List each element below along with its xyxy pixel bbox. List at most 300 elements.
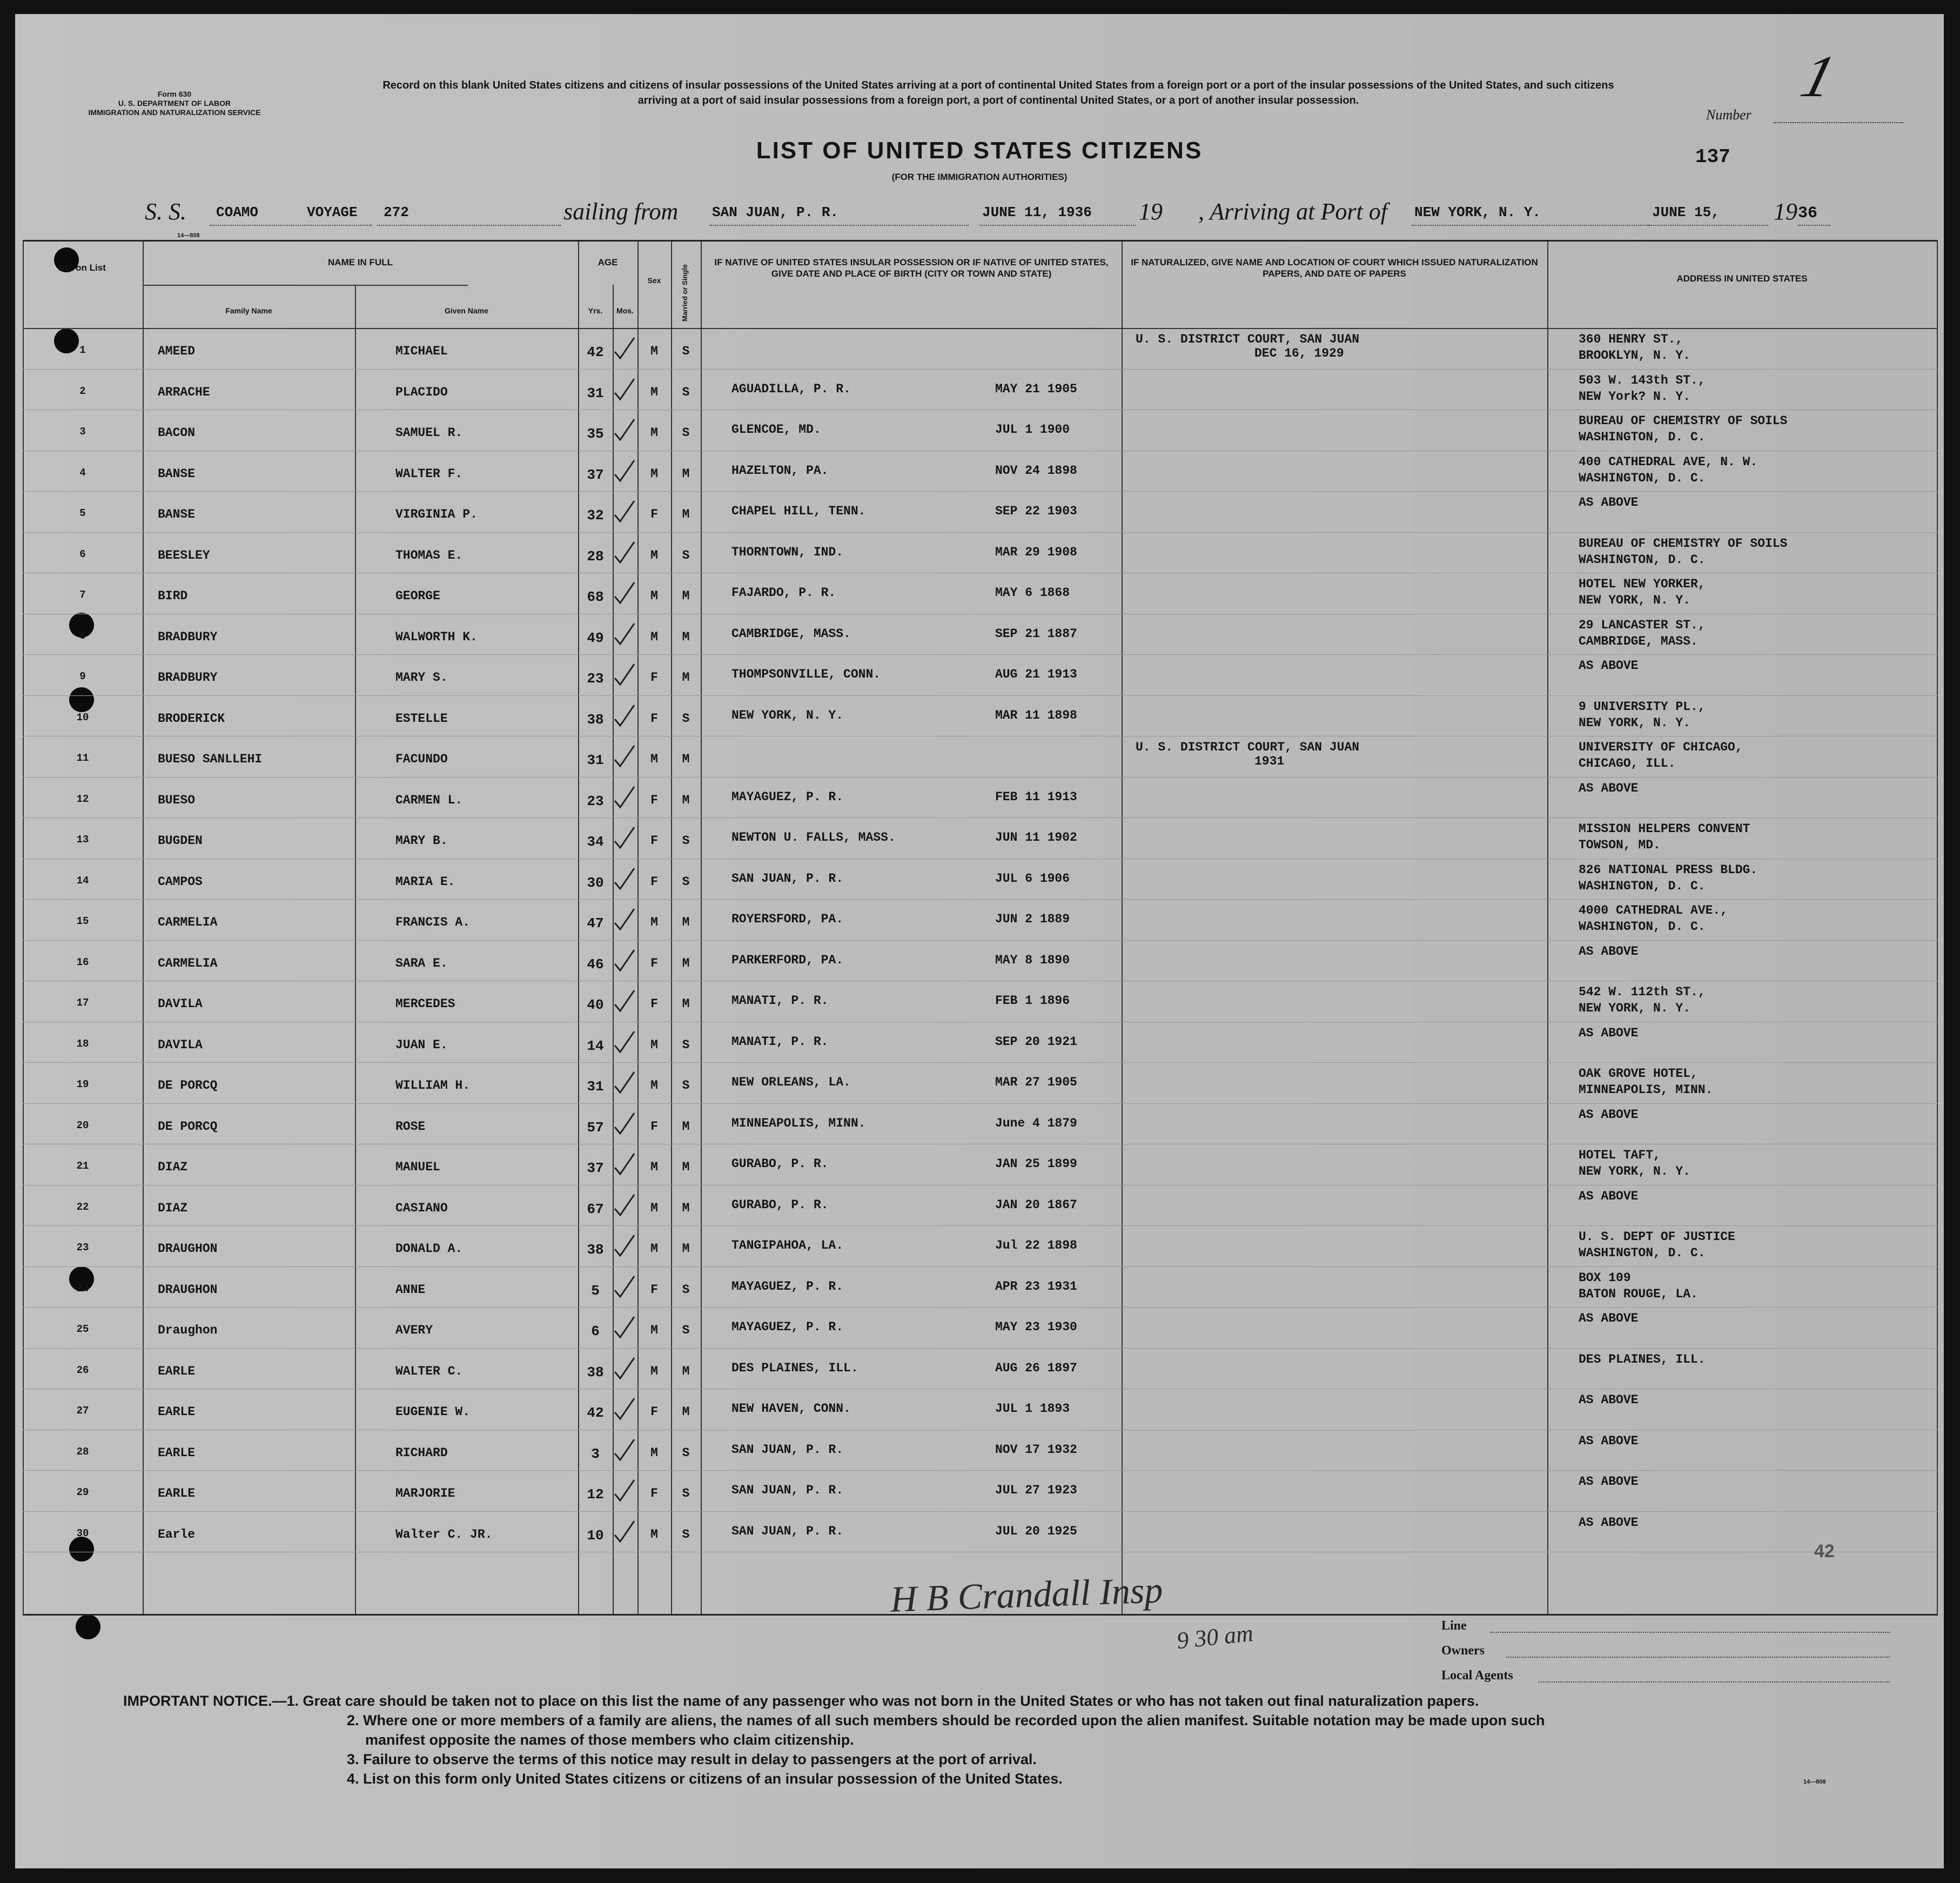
check-mark-icon [612, 948, 636, 973]
ship-name: COAMO [216, 204, 259, 220]
check-mark-icon [612, 785, 636, 809]
arriving-year-prefix: 19 [1774, 198, 1797, 225]
family-name: DIAZ [158, 1160, 188, 1174]
age-years: 38 [587, 711, 604, 728]
age-years: 12 [587, 1486, 604, 1503]
family-name: DAVILA [158, 1037, 203, 1052]
address-line-1: U. S. DEPT OF JUSTICE [1579, 1230, 1735, 1244]
form-preamble: Record on this blank United States citizens and citizens of insular possessions of the United States arriving at a port of continental United States from a foreign port or a port of the insular possessions of the United States, and such citizens arriving at a port of said insular possessions from a foreign port, a port of continental United States, or a port of another insular possession. [382, 79, 1614, 106]
family-name: BRADBURY [158, 629, 218, 644]
birth-place: THORNTOWN, IND. [731, 545, 844, 559]
sex: F [650, 671, 658, 685]
check-mark-icon [612, 1315, 636, 1339]
col-no-header: No. on List [58, 263, 106, 273]
sex: M [650, 548, 658, 562]
address-line-2: BATON ROUGE, LA. [1579, 1286, 1698, 1301]
check-mark-icon [612, 499, 636, 524]
age-years: 40 [587, 997, 604, 1013]
sex: M [650, 466, 658, 481]
address-line-1: AS ABOVE [1579, 781, 1639, 795]
address-line-2: WASHINGTON, D. C. [1579, 471, 1706, 485]
address-line-1: AS ABOVE [1579, 1311, 1639, 1325]
address-line-1: 360 HENRY ST., [1579, 332, 1683, 346]
row-divider [23, 1225, 1938, 1226]
age-years: 32 [587, 507, 604, 524]
dotted-line [377, 225, 561, 226]
given-name: ROSE [395, 1119, 426, 1134]
sex: F [650, 793, 658, 807]
sex: F [650, 1282, 658, 1297]
birth-date: SEP 21 1887 [995, 626, 1077, 641]
col-age-header: AGE [598, 257, 618, 267]
inspector-signature: H B Crandall Insp [889, 1569, 1164, 1620]
check-mark-icon [612, 1519, 636, 1544]
row-number: 8 [79, 629, 86, 642]
birth-date: MAR 11 1898 [995, 708, 1077, 722]
birth-date: MAY 6 1868 [995, 586, 1070, 600]
birth-date: AUG 21 1913 [995, 667, 1077, 681]
notice-4: 4. List on this form only United States citizens or citizens of an insular possession of the United States. [347, 1771, 1063, 1787]
age-years: 30 [587, 874, 604, 891]
arriving-port: NEW YORK, N. Y. [1414, 204, 1541, 220]
age-years: 3 [591, 1445, 600, 1462]
address-line-1: BOX 109 [1579, 1270, 1631, 1285]
given-name: WALWORTH K. [395, 629, 478, 644]
birth-place: MAYAGUEZ, P. R. [731, 789, 844, 804]
given-name: WILLIAM H. [395, 1078, 471, 1093]
marital-status: M [682, 507, 690, 521]
family-name: DE PORCQ [158, 1119, 218, 1134]
address-line-1: AS ABOVE [1579, 1433, 1639, 1448]
sex: F [650, 1119, 658, 1134]
row-divider [23, 1470, 1938, 1471]
row-number: 30 [76, 1527, 89, 1539]
row-number: 5 [79, 507, 86, 519]
notice-2: 2. Where one or more members of a family are aliens, the names of all such members should be recorded upon the alien manifest. Suitable notation may be made upon such [347, 1712, 1545, 1728]
marital-status: S [682, 344, 690, 358]
row-divider [23, 817, 1938, 818]
birth-place: GURABO, P. R. [731, 1157, 829, 1171]
row-number: 20 [76, 1119, 89, 1131]
sailing-date: JUNE 11, 1936 [982, 204, 1092, 220]
given-name: VIRGINIA P. [395, 507, 478, 521]
row-number: 16 [76, 956, 89, 968]
address-line-1: AS ABOVE [1579, 1393, 1639, 1407]
family-name: BUGDEN [158, 834, 203, 848]
family-name: BANSE [158, 507, 196, 521]
family-name: BRODERICK [158, 711, 225, 726]
line-field [1490, 1632, 1890, 1633]
sailing-from: SAN JUAN, P. R. [712, 204, 839, 220]
row-number: 22 [76, 1201, 89, 1213]
address-line-2: NEW YORK, N. Y. [1579, 593, 1691, 607]
birth-date: JUL 27 1923 [995, 1483, 1077, 1497]
row-divider [23, 532, 1938, 533]
birth-place: THOMPSONVILLE, CONN. [731, 667, 881, 681]
given-name: CASIANO [395, 1201, 448, 1215]
row-number: 11 [76, 752, 89, 764]
row-divider [23, 777, 1938, 778]
sex: M [650, 426, 658, 440]
row-number: 25 [76, 1323, 89, 1335]
form-number: Form 630 [157, 90, 192, 98]
birth-place: SAN JUAN, P. R. [731, 1524, 844, 1538]
header-print-code: 14—808 [177, 232, 200, 239]
given-name: ESTELLE [395, 711, 448, 726]
check-mark-icon [612, 1029, 636, 1054]
birth-place: GURABO, P. R. [731, 1197, 829, 1212]
check-mark-icon [612, 1192, 636, 1217]
address-line-2: MINNEAPOLIS, MINN. [1579, 1083, 1713, 1097]
row-divider [23, 654, 1938, 655]
family-name: BUESO SANLLEHI [158, 752, 263, 766]
check-mark-icon [612, 825, 636, 850]
family-name: Earle [158, 1527, 196, 1542]
service-name: IMMIGRATION AND NATURALIZATION SERVICE [88, 108, 261, 117]
check-mark-icon [612, 1274, 636, 1299]
age-years: 49 [587, 629, 604, 646]
age-years: 34 [587, 834, 604, 850]
row-number: 10 [76, 711, 89, 723]
punch-hole [76, 1614, 100, 1639]
sex: F [650, 507, 658, 521]
family-name: CARMELIA [158, 956, 218, 970]
naturalization-court: U. S. DISTRICT COURT, SAN JUAN [1136, 740, 1360, 754]
age-years: 28 [587, 548, 604, 565]
naturalization-date: 1931 [1254, 754, 1285, 768]
age-years: 6 [591, 1323, 600, 1339]
birth-date: NOV 24 1898 [995, 463, 1077, 478]
given-name: SAMUEL R. [395, 426, 463, 440]
col-naturalized-header: IF NATURALIZED, GIVE NAME AND LOCATION OF COURT WHICH ISSUED NATURALIZATION PAPERS, AND DATE OF PAPERS [1131, 257, 1538, 279]
sex: M [650, 1160, 658, 1174]
check-mark-icon [612, 336, 636, 360]
address-line-1: MISSION HELPERS CONVENT [1579, 822, 1750, 836]
age-years: 23 [587, 671, 604, 687]
row-number: 14 [76, 874, 89, 887]
birth-date: AUG 26 1897 [995, 1361, 1077, 1375]
sex: F [650, 956, 658, 970]
age-years: 57 [587, 1119, 604, 1136]
sex: M [650, 1078, 658, 1093]
marital-status: S [682, 1323, 690, 1337]
birth-place: ROYERSFORD, PA. [731, 912, 844, 926]
family-name: DE PORCQ [158, 1078, 218, 1093]
family-name: Draughon [158, 1323, 218, 1337]
given-name: EUGENIE W. [395, 1405, 471, 1419]
marital-status: S [682, 1037, 690, 1052]
address-line-1: 400 CATHEDRAL AVE, N. W. [1579, 454, 1758, 469]
age-years: 42 [587, 1405, 604, 1421]
col-birth-header: IF NATIVE OF UNITED STATES INSULAR POSSESSION OR IF NATIVE OF UNITED STATES, GIVE DATE AND PLACE OF BIRTH (CITY OR TOWN AND STATE) [714, 257, 1109, 279]
birth-date: FEB 11 1913 [995, 789, 1077, 804]
given-name: JUAN E. [395, 1037, 448, 1052]
given-name: MARY B. [395, 834, 448, 848]
birth-place: DES PLAINES, ILL. [731, 1361, 858, 1375]
age-years: 47 [587, 915, 604, 932]
sex: F [650, 1405, 658, 1419]
birth-place: NEW ORLEANS, LA. [731, 1075, 851, 1089]
row-number: 12 [76, 793, 89, 805]
col-family-header: Family Name [225, 306, 272, 315]
arriving-date: JUNE 15, [1652, 204, 1720, 220]
department-name: U. S. DEPARTMENT OF LABOR [118, 99, 231, 108]
col-married-header: Married or Single [681, 264, 689, 321]
row-divider [23, 1511, 1938, 1512]
address-line-2: CHICAGO, ILL. [1579, 756, 1676, 770]
given-name: WALTER F. [395, 466, 463, 481]
sex: M [650, 629, 658, 644]
birth-date: MAR 29 1908 [995, 545, 1077, 559]
birth-date: JUL 1 1893 [995, 1402, 1070, 1416]
family-name: DRAUGHON [158, 1242, 218, 1256]
birth-date: JUN 11 1902 [995, 830, 1077, 845]
notice-label: IMPORTANT NOTICE.—1. [123, 1693, 299, 1709]
sex: M [650, 1323, 658, 1337]
given-name: FACUNDO [395, 752, 448, 766]
address-line-1: HOTEL NEW YORKER, [1579, 577, 1706, 591]
row-number: 26 [76, 1364, 89, 1376]
age-years: 5 [591, 1282, 600, 1299]
marital-status: M [682, 1242, 690, 1256]
sex: M [650, 589, 658, 603]
row-number: 9 [79, 671, 86, 682]
notice-1-text: Great care should be taken not to place on this list the name of any passenger who was not born in the United States or who has not taken out final naturalization papers. [303, 1693, 1479, 1709]
marital-status: S [682, 711, 690, 726]
check-mark-icon [612, 907, 636, 932]
birth-date: MAR 27 1905 [995, 1075, 1077, 1089]
birth-place: NEW HAVEN, CONN. [731, 1402, 851, 1416]
sex: M [650, 1364, 658, 1378]
family-name: ARRACHE [158, 385, 210, 399]
sex: M [650, 752, 658, 766]
birth-date: NOV 17 1932 [995, 1442, 1077, 1457]
marginal-count: 42 [1814, 1541, 1835, 1562]
address-line-1: AS ABOVE [1579, 1475, 1639, 1489]
marital-status: M [682, 956, 690, 970]
given-name: ANNE [395, 1282, 426, 1297]
sex: M [650, 1037, 658, 1052]
row-number: 7 [79, 589, 86, 601]
marital-status: S [682, 1078, 690, 1093]
passenger-table [23, 240, 1938, 1616]
age-years: 46 [587, 956, 604, 973]
sex: M [650, 1242, 658, 1256]
row-number: 23 [76, 1242, 89, 1254]
row-divider [23, 1266, 1938, 1267]
arriving-year-suffix: 36 [1798, 204, 1818, 223]
marital-status: S [682, 1486, 690, 1500]
address-line-1: 4000 CATHEDRAL AVE., [1579, 903, 1728, 917]
birth-date: MAY 23 1930 [995, 1320, 1077, 1334]
number-line [1774, 122, 1903, 123]
address-line-2: BROOKLYN, N. Y. [1579, 349, 1691, 363]
document-title: LIST OF UNITED STATES CITIZENS [756, 137, 1203, 164]
family-name: BUESO [158, 793, 196, 807]
address-line-1: HOTEL TAFT, [1579, 1148, 1661, 1162]
row-divider [23, 695, 1938, 696]
row-divider [23, 369, 1938, 370]
check-mark-icon [612, 1151, 636, 1176]
given-name: WALTER C. [395, 1364, 463, 1378]
marital-status: S [682, 1527, 690, 1542]
age-years: 68 [587, 589, 604, 605]
birth-date: JAN 25 1899 [995, 1157, 1077, 1171]
sex: F [650, 997, 658, 1011]
sex: M [650, 385, 658, 399]
birth-place: NEWTON U. FALLS, MASS. [731, 830, 896, 845]
birth-place: MAYAGUEZ, P. R. [731, 1320, 844, 1334]
owners-label: Owners [1441, 1644, 1485, 1658]
year-label: 19 [1139, 198, 1163, 225]
col-address-header: ADDRESS IN UNITED STATES [1676, 273, 1808, 284]
address-line-2: WASHINGTON, D. C. [1579, 879, 1706, 893]
check-mark-icon [612, 1437, 636, 1462]
row-number: 17 [76, 997, 89, 1009]
age-years: 38 [587, 1242, 604, 1258]
birth-place: MANATI, P. R. [731, 994, 829, 1008]
notice-3: 3. Failure to observe the terms of this notice may result in delay to passengers at the port of arrival. [347, 1751, 1037, 1767]
given-name: MICHAEL [395, 344, 448, 358]
naturalization-date: DEC 16, 1929 [1254, 346, 1344, 360]
age-years: 35 [587, 426, 604, 442]
local-agents-field [1539, 1681, 1890, 1683]
row-divider [23, 940, 1938, 941]
row-number: 29 [76, 1486, 89, 1498]
birth-place: SAN JUAN, P. R. [731, 1442, 844, 1457]
dotted-line [709, 225, 969, 226]
col-yrs-header: Yrs. [588, 306, 603, 315]
sex: F [650, 834, 658, 848]
birth-place: SAN JUAN, P. R. [731, 871, 844, 886]
given-name: GEORGE [395, 589, 440, 603]
family-name: BEESLEY [158, 548, 210, 562]
family-name: EARLE [158, 1486, 196, 1500]
address-line-1: AS ABOVE [1579, 1107, 1639, 1122]
birth-place: HAZELTON, PA. [731, 463, 829, 478]
birth-place: CAMBRIDGE, MASS. [731, 626, 851, 641]
given-name: RICHARD [395, 1445, 448, 1460]
birth-place: FAJARDO, P. R. [731, 586, 836, 600]
marital-status: M [682, 997, 690, 1011]
number-label: Number [1706, 107, 1751, 123]
age-years: 31 [587, 385, 604, 401]
family-name: BRADBURY [158, 671, 218, 685]
dotted-line [979, 225, 1136, 226]
given-name: MARJORIE [395, 1486, 455, 1500]
address-line-1: BUREAU OF CHEMISTRY OF SOILS [1579, 414, 1788, 428]
address-line-2: WASHINGTON, D. C. [1579, 552, 1706, 567]
birth-date: APR 23 1931 [995, 1279, 1077, 1294]
birth-place: MINNEAPOLIS, MINN. [731, 1116, 866, 1130]
address-line-2: NEW York? N. Y. [1579, 389, 1691, 404]
given-name: DONALD A. [395, 1242, 463, 1256]
marital-status: M [682, 629, 690, 644]
given-name: SARA E. [395, 956, 448, 970]
age-years: 23 [587, 793, 604, 809]
check-mark-icon [612, 988, 636, 1013]
check-mark-icon [612, 1396, 636, 1421]
address-line-1: BUREAU OF CHEMISTRY OF SOILS [1579, 536, 1788, 551]
birth-place: PARKERFORD, PA. [731, 953, 844, 967]
family-name: BANSE [158, 466, 196, 481]
marital-status: S [682, 548, 690, 562]
dotted-line [210, 225, 372, 226]
given-name: CARMEN L. [395, 793, 463, 807]
check-mark-icon [612, 1356, 636, 1381]
address-line-1: AS ABOVE [1579, 659, 1639, 673]
birth-date: JAN 20 1867 [995, 1197, 1077, 1212]
birth-date: JUL 1 1900 [995, 423, 1070, 437]
owners-field [1506, 1657, 1890, 1658]
page-number: 137 [1695, 146, 1730, 168]
given-name: THOMAS E. [395, 548, 463, 562]
marital-status: M [682, 466, 690, 481]
row-divider [23, 1348, 1938, 1349]
col-name-header: NAME IN FULL [328, 257, 393, 267]
check-mark-icon [612, 540, 636, 565]
age-years: 38 [587, 1364, 604, 1381]
check-mark-icon [612, 1233, 636, 1258]
address-line-2: NEW YORK, N. Y. [1579, 715, 1691, 730]
row-divider [23, 1103, 1938, 1104]
row-divider [23, 1062, 1938, 1063]
family-name: BACON [158, 426, 196, 440]
check-mark-icon [612, 1070, 636, 1095]
address-line-1: 9 UNIVERSITY PL., [1579, 699, 1706, 714]
marital-status: M [682, 793, 690, 807]
given-name: FRANCIS A. [395, 915, 471, 929]
address-line-1: OAK GROVE HOTEL, [1579, 1067, 1698, 1081]
family-name: EARLE [158, 1445, 196, 1460]
family-name: EARLE [158, 1364, 196, 1378]
form-department-block [53, 90, 296, 117]
row-number: 13 [76, 834, 89, 846]
given-name: PLACIDO [395, 385, 448, 399]
address-line-2: WASHINGTON, D. C. [1579, 430, 1706, 444]
col-sex-header: Sex [647, 276, 661, 285]
age-years: 31 [587, 1078, 604, 1095]
dotted-line [1649, 225, 1768, 226]
address-line-1: 542 W. 112th ST., [1579, 985, 1706, 999]
birth-place: TANGIPAHOA, LA. [731, 1238, 844, 1252]
row-number: 28 [76, 1445, 89, 1458]
row-divider [23, 491, 1938, 492]
birth-date: June 4 1879 [995, 1116, 1077, 1130]
marital-status: M [682, 1119, 690, 1134]
marital-status: S [682, 874, 690, 889]
marital-status: M [682, 1160, 690, 1174]
birth-date: JUN 2 1889 [995, 912, 1070, 926]
manifest-sheet [15, 14, 1944, 1868]
address-line-2: TOWSON, MD. [1579, 838, 1661, 852]
check-mark-icon [612, 866, 636, 891]
marital-status: M [682, 752, 690, 766]
naturalization-court: U. S. DISTRICT COURT, SAN JUAN [1136, 332, 1360, 346]
sex: M [650, 344, 658, 358]
marital-status: M [682, 589, 690, 603]
family-name: DIAZ [158, 1201, 188, 1215]
marital-status: M [682, 915, 690, 929]
address-line-1: AS ABOVE [1579, 495, 1639, 510]
birth-place: MAYAGUEZ, P. R. [731, 1279, 844, 1294]
address-line-1: 826 NATIONAL PRESS BLDG. [1579, 862, 1758, 877]
footer-print-code: 14—808 [1803, 1779, 1826, 1785]
check-mark-icon [612, 417, 636, 442]
birth-date: JUL 20 1925 [995, 1524, 1077, 1538]
birth-date: SEP 22 1903 [995, 504, 1077, 518]
family-name: EARLE [158, 1405, 196, 1419]
